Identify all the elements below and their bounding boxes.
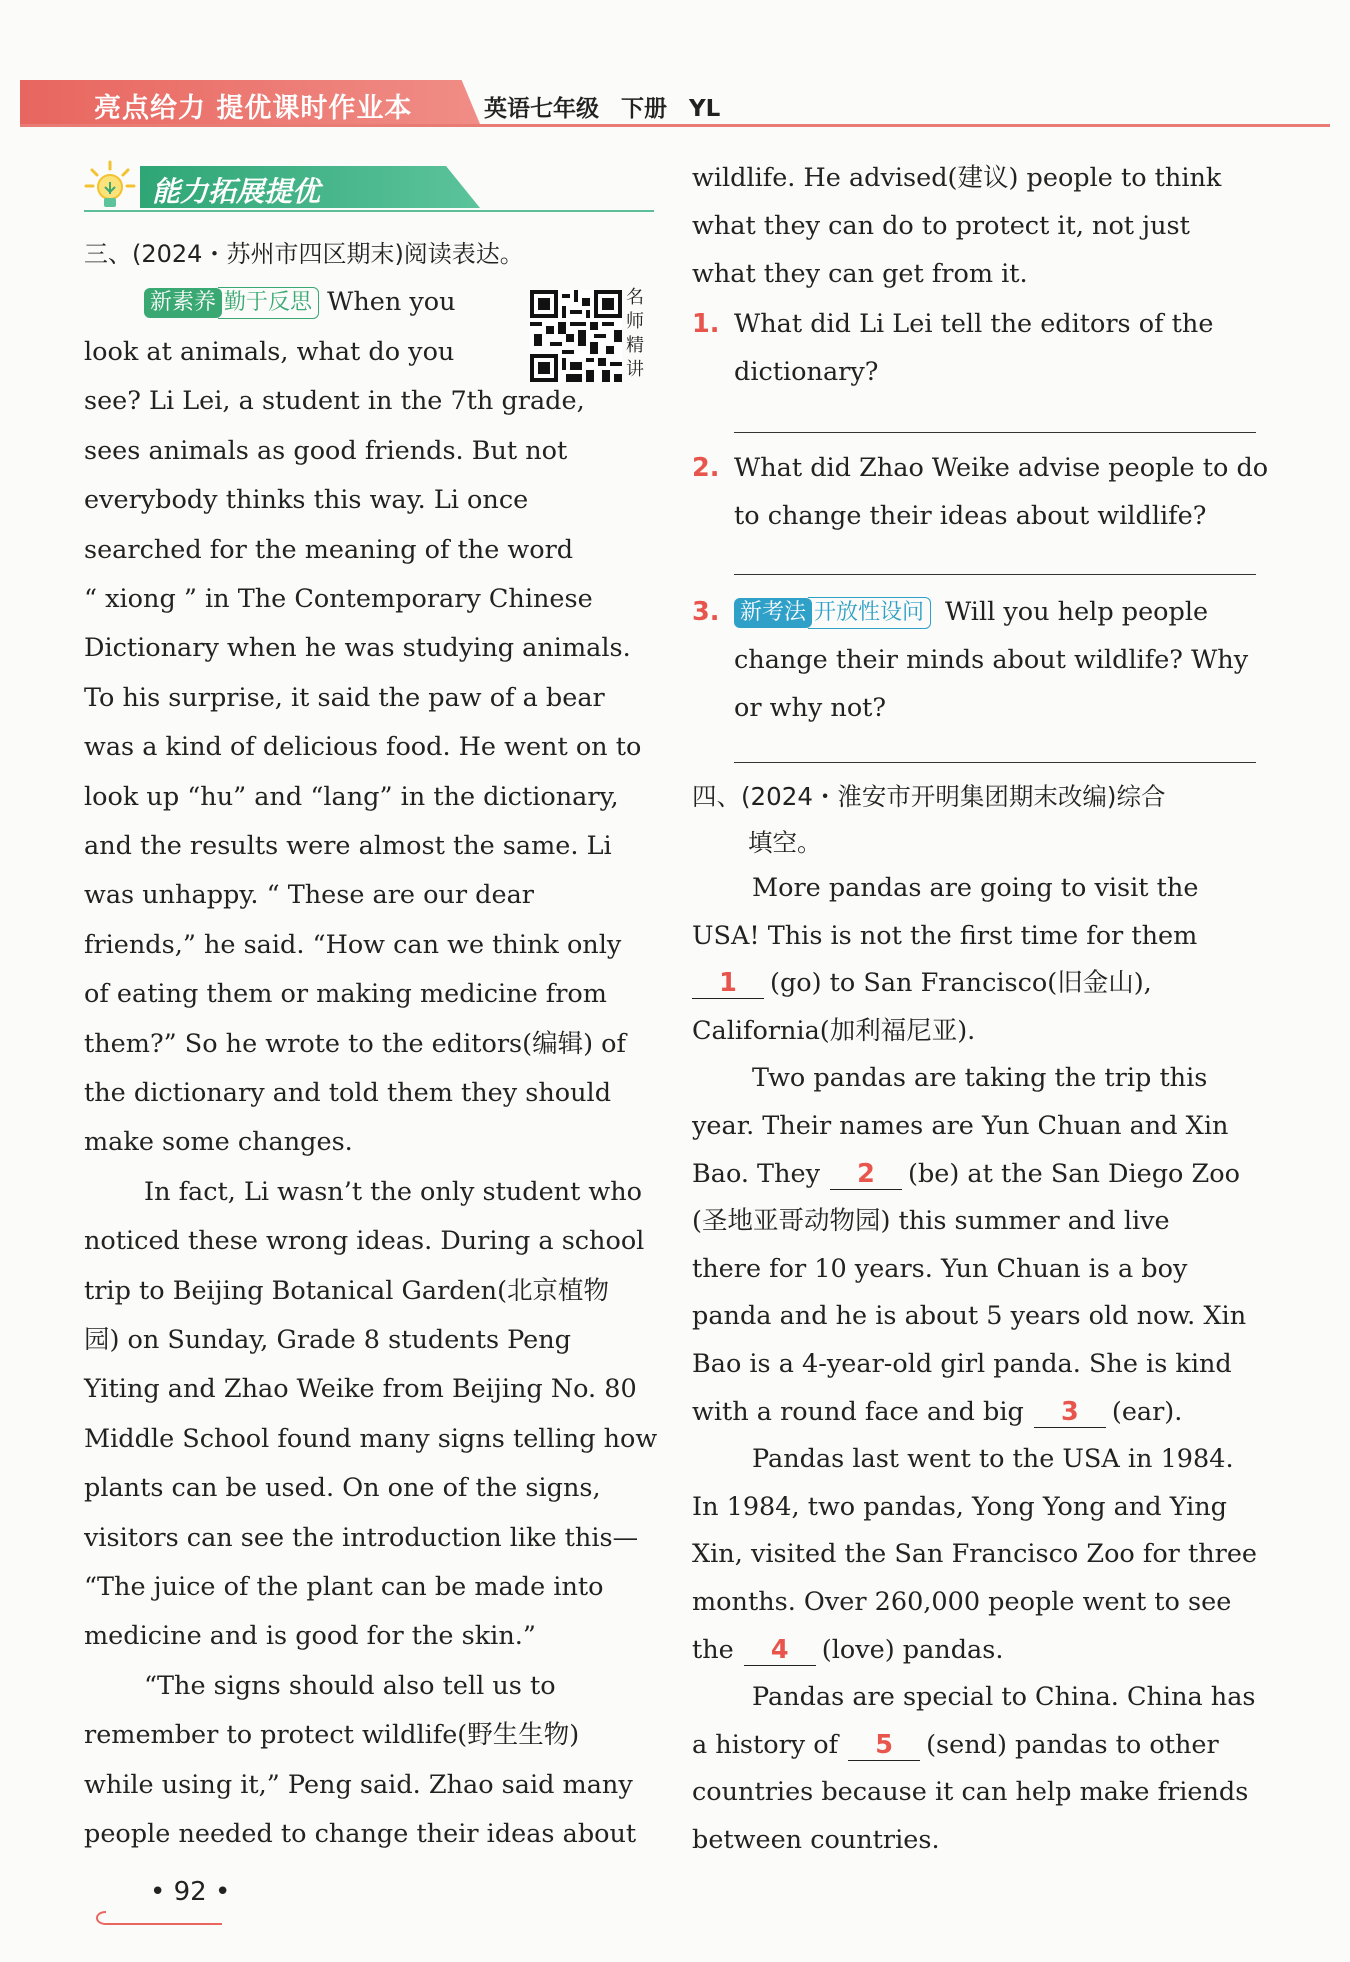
blank-5[interactable]: 5: [848, 1730, 920, 1761]
reading-line: When you: [327, 287, 456, 317]
reading-line: trip to Beijing Botanical Garden(北京植物: [84, 1275, 610, 1306]
cloze-text: (圣地亚哥动物园) this summer and live: [692, 1206, 1170, 1237]
cloze-line: [692, 1626, 1003, 1675]
reading-line: plants can be used. On one of the signs,: [84, 1473, 601, 1504]
cloze-line: [752, 1435, 1234, 1484]
tag-new-literacy: 新素养: [144, 288, 222, 318]
cloze-text: countries because it can help make friends: [692, 1777, 1249, 1808]
cloze-line: [692, 1197, 1170, 1246]
reading-line: everybody thinks this way. Li once: [84, 485, 529, 516]
cloze-line: [752, 1673, 1256, 1722]
cloze-line: [692, 1530, 1257, 1579]
reading-line: them?” So he wrote to the editors(编辑) of: [84, 1028, 626, 1059]
question-text: [734, 588, 1208, 637]
tag-reflect: 勤于反思: [218, 287, 319, 319]
page-number: • 92 •: [150, 1877, 231, 1907]
cloze-line: [692, 1292, 1246, 1341]
cloze-text: (send) pandas to other: [926, 1729, 1219, 1760]
reading-line: look at animals, what do you: [84, 337, 455, 367]
blank-1[interactable]: 1: [692, 968, 764, 999]
reading-line: noticed these wrong ideas. During a school: [84, 1226, 645, 1257]
reading-line: searched for the meaning of the word: [84, 534, 574, 565]
book-subtitle: 英语七年级 下册 YL: [484, 96, 721, 122]
cloze-line: [752, 864, 1198, 913]
blank-3[interactable]: 3: [1034, 1397, 1106, 1428]
cloze-text: the: [692, 1634, 734, 1665]
cloze-text: More pandas are going to visit the: [752, 873, 1199, 903]
reading-line: Middle School found many signs telling how: [84, 1423, 658, 1454]
reading-line: Dictionary when he was studying animals.: [84, 633, 631, 664]
blank-4[interactable]: 4: [744, 1635, 816, 1666]
question-number: 1.: [692, 309, 720, 339]
cloze-text: (love) pandas.: [821, 1634, 1004, 1665]
cloze-text: Two pandas are taking the trip this: [752, 1063, 1208, 1094]
reading-line: “ xiong ” in The Contemporary Chinese: [84, 584, 593, 614]
cloze-text: between countries.: [692, 1825, 940, 1855]
reading-line: In fact, Li wasn’t the only student who: [144, 1176, 643, 1207]
reading-line: 园) on Sunday, Grade 8 students Peng: [84, 1325, 572, 1355]
reading-line: make some changes.: [84, 1127, 353, 1158]
question-text: change their minds about wildlife? Why: [734, 645, 1249, 675]
section4-title: 四、(2024・淮安市开明集团期末改编)综合: [692, 782, 1166, 811]
question-text: to change their ideas about wildlife?: [734, 501, 1207, 531]
cloze-text: Bao is a 4-year-old girl panda. She is kind: [692, 1349, 1232, 1379]
section4-title-cont: 填空。: [748, 828, 822, 857]
answer-line-2[interactable]: [734, 574, 1256, 575]
cloze-text: Bao. They: [692, 1158, 820, 1189]
reading-line: people needed to change their ideas about: [84, 1819, 637, 1849]
cloze-line: [692, 1816, 940, 1865]
cloze-line: [692, 1388, 1182, 1437]
question-text: or why not?: [734, 693, 887, 723]
cloze-text: a history of: [692, 1729, 839, 1760]
cloze-text: In 1984, two pandas, Yong Yong and Ying: [692, 1491, 1228, 1522]
footer-decoration: [92, 1908, 222, 1926]
reading-line: the dictionary and told them they should: [84, 1078, 612, 1108]
header-divider: [20, 124, 1330, 127]
reading-line: was unhappy. “ These are our dear: [84, 880, 534, 911]
banner-title: 能力拓展提优: [152, 175, 321, 208]
reading-line: “The juice of the plant can be made into: [84, 1572, 604, 1602]
question-text: What did Li Lei tell the editors of the: [734, 309, 1214, 339]
cloze-text: panda and he is about 5 years old now. Xin: [692, 1301, 1247, 1332]
reading-line: wildlife. He advised(建议) people to think: [692, 163, 1222, 193]
reading-line: friends,” he said. “How can we think only: [84, 929, 622, 960]
cloze-text: (go) to San Francisco(旧金山),: [770, 968, 1152, 999]
reading-line: was a kind of delicious food. He went on to: [84, 732, 642, 763]
question-number: 2.: [692, 453, 720, 483]
lightbulb-icon: [84, 160, 136, 212]
question-text-part: Will you help people: [945, 597, 1209, 627]
page-header: [20, 80, 1330, 126]
answer-line-3[interactable]: [734, 762, 1256, 763]
cloze-text: months. Over 260,000 people went to see: [692, 1587, 1232, 1617]
question-text: What did Zhao Weike advise people to do: [734, 453, 1269, 483]
cloze-text: with a round face and big: [692, 1396, 1024, 1427]
reading-line: see? Li Lei, a student in the 7th grade,: [84, 386, 585, 417]
qr-caption: 名师精讲: [626, 287, 644, 380]
section3-title: 三、(2024・苏州市四区期末)阅读表达。: [84, 240, 524, 268]
tag-new-method: 新考法: [734, 598, 812, 628]
cloze-text: Pandas are special to China. China has: [752, 1682, 1256, 1713]
reading-line: visitors can see the introduction like this—: [84, 1522, 639, 1553]
reading-line: To his surprise, it said the paw of a bear: [84, 682, 605, 713]
answer-line-1[interactable]: [734, 432, 1256, 433]
reading-line: remember to protect wildlife(野生生物): [84, 1720, 580, 1751]
cloze-text: Xin, visited the San Francisco Zoo for three: [692, 1539, 1258, 1570]
cloze-text: there for 10 years. Yun Chuan is a boy: [692, 1253, 1188, 1284]
cloze-line: [692, 1768, 1248, 1817]
cloze-line: [692, 912, 1197, 961]
reading-line: medicine and is good for the skin.”: [84, 1621, 536, 1652]
cloze-text: California(加利福尼亚).: [692, 1015, 976, 1046]
brand-title: 亮点给力 提优课时作业本: [94, 93, 413, 124]
cloze-line: [692, 959, 1152, 1008]
reading-line: “The signs should also tell us to: [144, 1670, 556, 1701]
blank-2[interactable]: 2: [830, 1159, 902, 1190]
cloze-line: [692, 1721, 1219, 1770]
question-text: dictionary?: [734, 357, 879, 387]
cloze-text: year. Their names are Yun Chuan and Xin: [692, 1111, 1229, 1141]
reading-line: look up “hu” and “lang” in the dictionary,: [84, 781, 619, 812]
reading-line: what they can get from it.: [692, 259, 1028, 289]
reading-line: and the results were almost the same. Li: [84, 831, 612, 861]
cloze-line: [692, 1150, 1240, 1199]
reading-line: of eating them or making medicine from: [84, 979, 607, 1010]
reading-line: Yiting and Zhao Weike from Beijing No. 80: [84, 1374, 637, 1405]
reading-line: while using it,” Peng said. Zhao said many: [84, 1769, 633, 1800]
reading-line: what they can do to protect it, not just: [692, 211, 1190, 241]
reading-first-line: [144, 278, 456, 327]
cloze-text: (ear).: [1111, 1396, 1183, 1427]
cloze-text: Pandas last went to the USA in 1984.: [752, 1444, 1234, 1475]
reading-line: sees animals as good friends. But not: [84, 435, 568, 466]
cloze-line: [692, 1007, 975, 1056]
cloze-line: [692, 1578, 1231, 1627]
cloze-text: USA! This is not the first time for them: [692, 920, 1198, 951]
banner-underline: [84, 210, 654, 212]
cloze-line: [692, 1245, 1187, 1294]
cloze-text: (be) at the San Diego Zoo: [908, 1158, 1240, 1189]
cloze-line: [692, 1483, 1227, 1532]
cloze-line: [692, 1340, 1232, 1389]
tag-open-question: 开放性设问: [808, 597, 931, 629]
section-banner: [84, 160, 654, 214]
cloze-line: [752, 1054, 1207, 1103]
question-number: 3.: [692, 597, 720, 627]
cloze-line: [692, 1102, 1228, 1151]
